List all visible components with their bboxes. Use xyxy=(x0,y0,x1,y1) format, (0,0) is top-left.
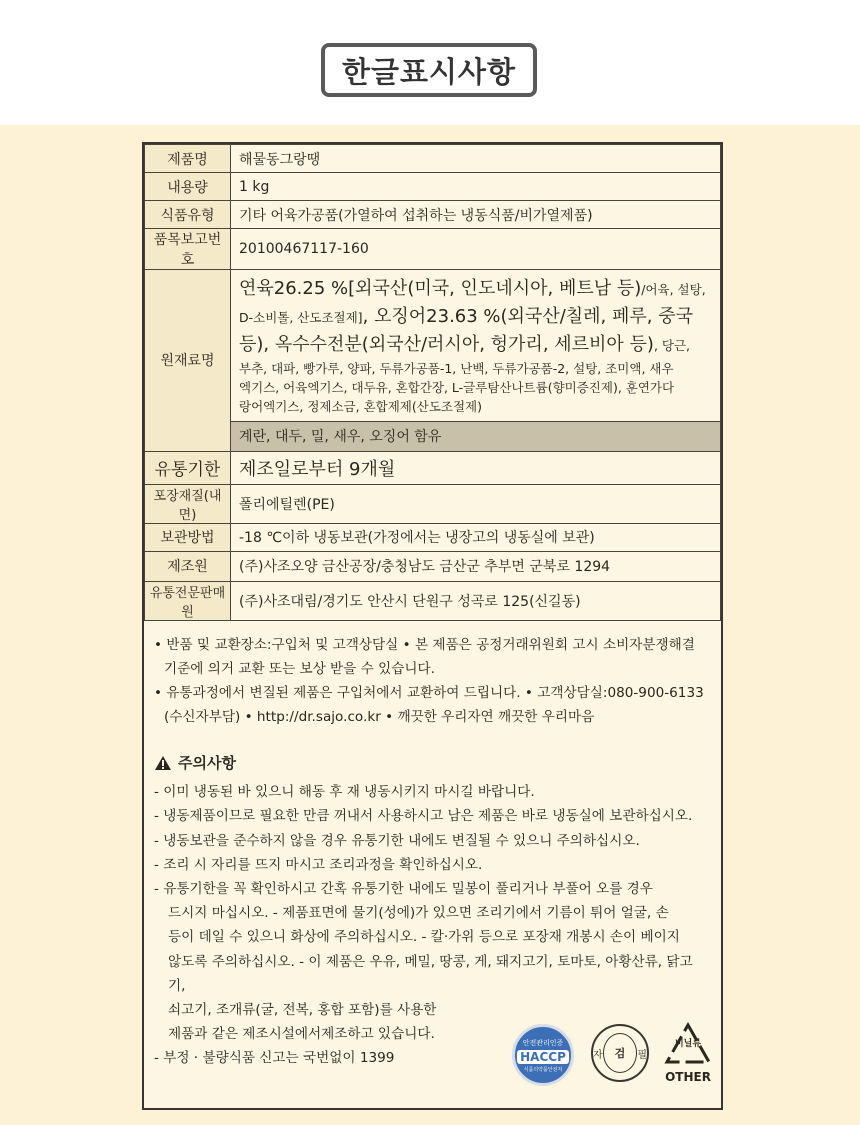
caution-line: - 유통기한을 꼭 확인하시고 간혹 유통기한 내에도 밀봉이 풀리거나 부풀어 오를 경우 xyxy=(154,880,653,897)
table-row xyxy=(145,145,721,173)
note-line: • 반품 및 교환장소:구입처 및 고객상담실 • 본 제품은 공정거래위원회 고시 소비자분쟁해결 xyxy=(154,636,695,653)
notes-section xyxy=(144,621,721,1071)
haccp-top-text: 안전관리인증 xyxy=(522,1038,564,1047)
seal-text: 검 xyxy=(614,1047,626,1060)
recycle-tag: 비닐류 xyxy=(674,1039,702,1049)
recycle-label: OTHER xyxy=(665,1070,711,1084)
haccp-main-text: HACCP xyxy=(517,1050,569,1064)
note-line: 기준에 의거 교환 또는 보상 받을 수 있습니다. xyxy=(164,660,435,677)
haccp-logo xyxy=(512,1024,574,1086)
seal-inner xyxy=(603,1033,638,1073)
row-value: 제조일로부터 9개월 xyxy=(231,451,721,484)
row-label: 보관방법 xyxy=(145,523,231,551)
note-line: (수신자부담) • http://dr.sajo.co.kr • 깨끗한 우리자연 깨끗한 우리마음 xyxy=(164,709,595,726)
materials-text: D-소비톨, 산도조절제] xyxy=(239,309,363,325)
caution-line: - 부정 · 불량식품 신고는 국번없이 1399 xyxy=(154,1050,395,1067)
note-line: • 유통과정에서 변질된 제품은 구입처에서 교환하여 드립니다. • 고객상담실:080-900-6133 xyxy=(154,685,704,702)
caution-line: 등이 데일 수 있으니 화상에 주의하십시오. - 칼·가위 등으로 포장재 개봉시 손이 베이지 xyxy=(168,929,680,946)
table-row xyxy=(145,451,721,484)
table-row xyxy=(145,484,721,523)
row-label: 제조원 xyxy=(145,551,231,581)
row-value: 폴리에틸렌(PE) xyxy=(231,484,721,523)
row-label: 유통전문판매원 xyxy=(145,581,231,620)
certification-logos xyxy=(512,1016,712,1096)
caution-line: - 냉동보관을 준수하지 않을 경우 유통기한 내에도 변질될 수 있으니 주의하십시오. xyxy=(154,832,640,849)
materials-text: , 오징어23.63 %(외국산/칠레, 페루, 중국 xyxy=(362,305,693,327)
table-row xyxy=(145,523,721,551)
row-value: (주)사조대림/경기도 안산시 단원구 성곡로 125(신길동) xyxy=(231,581,721,620)
row-label: 포장재질(내면) xyxy=(145,484,231,523)
table-row xyxy=(145,551,721,581)
materials-text: 부추, 대파, 빵가루, 양파, 두류가공품-1, 난백, 두류가공품-2, 설탕, 조미액, 새우 xyxy=(239,360,674,376)
row-value: (주)사조오양 금산공장/충청남도 금산군 추부면 군북로 1294 xyxy=(231,551,721,581)
materials-text: /어육, 설탕, xyxy=(641,282,706,297)
caution-title: 주의사항 xyxy=(178,753,236,772)
caution-line: - 이미 냉동된 바 있으니 해동 후 재 냉동시키지 마시길 바랍니다. xyxy=(154,784,535,801)
table-row xyxy=(145,229,721,270)
seal-text: 필 xyxy=(637,1049,647,1061)
table-row xyxy=(145,201,721,229)
materials-text: 연육26.25 %[외국산(미국, 인도네시아, 베트남 등) xyxy=(239,278,642,299)
self-inspection-seal xyxy=(591,1024,649,1082)
caution-line: 제품과 같은 제조시설에서제조하고 있습니다. xyxy=(168,1026,435,1043)
row-value: 해물동그랑땡 xyxy=(231,145,721,173)
caution-line: - 냉동제품이므로 필요한 만큼 꺼내서 사용하시고 남은 제품은 바로 냉동실에 보관하십시오. xyxy=(154,808,693,825)
page-title: 한글표시사항 xyxy=(321,43,537,97)
info-table xyxy=(144,144,721,621)
materials-value xyxy=(231,270,721,422)
materials-label: 원재료명 xyxy=(145,270,231,452)
table-row xyxy=(145,581,721,620)
caution-line: 않도록 주의하십시오. - 이 제품은 우유, 메밀, 땅콩, 게, 돼지고기, 토마토, 아황산류, 닭고기, xyxy=(168,953,693,994)
title-area xyxy=(0,0,860,125)
allergen-value: 계란, 대두, 밀, 새우, 오징어 함유 xyxy=(231,421,721,451)
materials-text: 랑어엑기스, 정제소금, 혼합제제(산도조절제) xyxy=(239,399,482,415)
label-panel xyxy=(142,142,723,1110)
warning-icon xyxy=(154,755,172,771)
haccp-bottom-text: 식품의약품안전처 xyxy=(523,1066,563,1073)
row-label: 제품명 xyxy=(145,145,231,173)
allergen-row xyxy=(145,421,721,451)
table-row xyxy=(145,173,721,201)
materials-text: , 당근, xyxy=(653,337,691,353)
row-value: -18 ℃이하 냉동보관(가정에서는 냉장고의 냉동실에 보관) xyxy=(231,523,721,551)
caution-line: - 조리 시 자리를 뜨지 마시고 조리과정을 확인하십시오. xyxy=(154,856,483,873)
seal-text: 자 xyxy=(593,1049,603,1061)
row-value: 기타 어육가공품(가열하여 섭취하는 냉동식품/비가열제품) xyxy=(231,201,721,229)
row-label: 유통기한 xyxy=(145,451,231,484)
materials-text: 등), 옥수수전분(외국산/러시아, 헝가리, 세르비아 등) xyxy=(239,333,654,355)
row-value: 1 kg xyxy=(231,173,721,201)
row-value: 20100467117-160 xyxy=(231,229,721,270)
row-label: 식품유형 xyxy=(145,201,231,229)
materials-text: 엑기스, 어육엑기스, 대두유, 혼합간장, L-글루탐산나트륨(향미증진제), 훈연가다 xyxy=(239,380,675,396)
caution-heading xyxy=(154,750,709,777)
row-label: 품목보고번호 xyxy=(145,229,231,270)
caution-line: 드시지 마십시오. - 제품표면에 물기(성에)가 있으면 조리기에서 기름이 튀어 얼굴, 손 xyxy=(168,905,669,922)
row-label: 내용량 xyxy=(145,173,231,201)
recycle-mark xyxy=(660,1022,716,1090)
caution-line: 쇠고기, 조개류(굴, 전복, 홍합 포함)를 사용한 xyxy=(168,1001,437,1018)
materials-row xyxy=(145,270,721,422)
